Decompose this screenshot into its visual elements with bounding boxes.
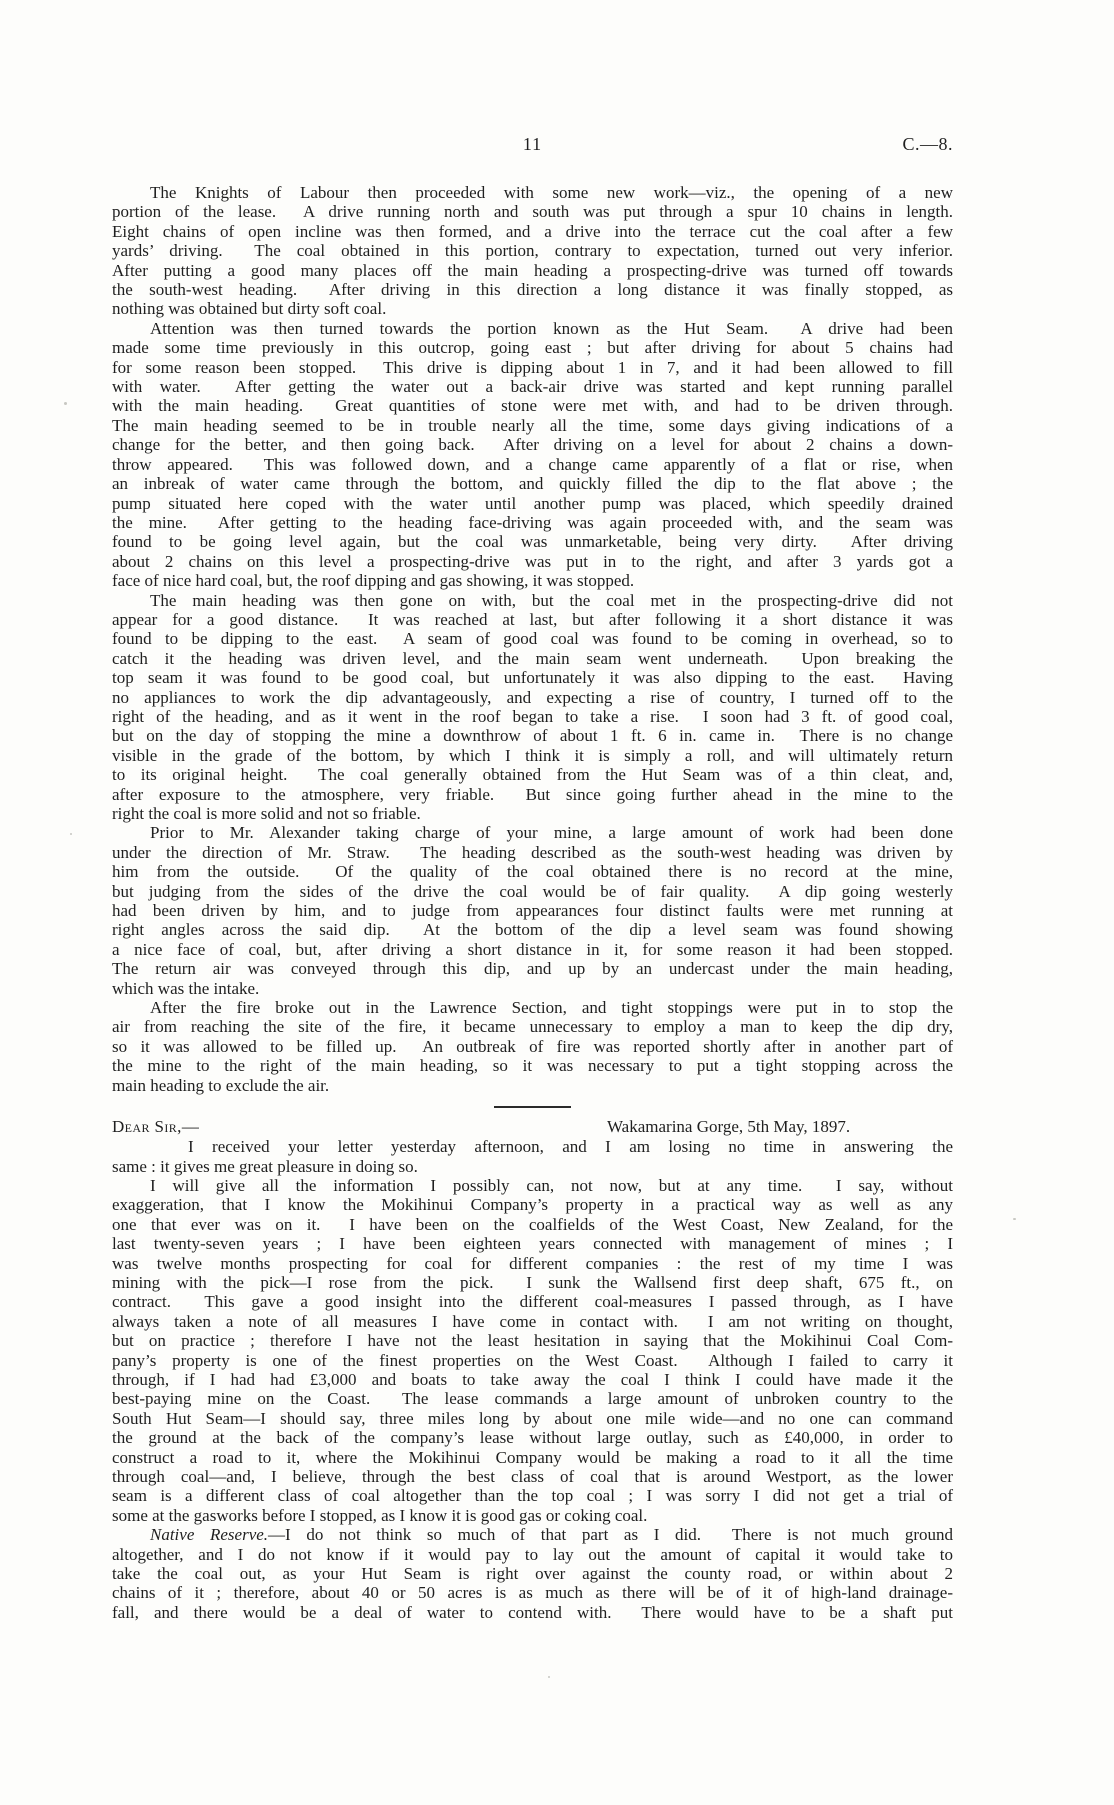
text-line: last twenty-seven years ; I have been eighteen years connected with management of mines ; I [112, 1234, 953, 1254]
scan-speckle [70, 833, 72, 835]
text-line: after exposure to the atmosphere, very friable. But since going further ahead in the mine to the [112, 784, 953, 804]
text-line: The Knights of Labour then proceeded with some new work—viz., the opening of a new [150, 183, 953, 202]
letter-native-reserve [112, 1525, 953, 1622]
text-line: mining with the pick—I rose from the pick. I sunk the Wallsend first deep shaft, 675 ft., on [112, 1272, 953, 1292]
text-line: take the coal out, as your Hut Seam is right over against the county road, or within about 2 [112, 1564, 953, 1584]
text-line: nothing was obtained but dirty soft coal. [112, 299, 387, 319]
text-line: After putting a good many places off the main heading a prospecting-drive was turned off towards [112, 260, 953, 280]
text-line: found to be going level again, but the coal was unmarketable, being very dirty. After driving [112, 532, 953, 552]
text-line: about 2 chains on this level a prospecting-drive was put in to the right, and after 3 yards got a [112, 551, 953, 571]
text-line: same : it gives me great pleasure in doing so. [112, 1156, 418, 1176]
text-line: change for the better, and then going back. After driving on a level for about 2 chains a down- [112, 435, 953, 455]
text-line: through, if I had had £3,000 and boats to take away the coal I think I could have made it the [112, 1369, 953, 1389]
scan-speckle [548, 1676, 550, 1678]
text-line: visible in the grade of the bottom, by which I think it is simply a roll, and will ultimately return [112, 745, 953, 765]
report-paragraph [112, 319, 953, 591]
text-line: The main heading was then gone on with, but the coal met in the prospecting-drive did not [150, 590, 953, 610]
text-line: the mine. After getting to the heading face-driving was again proceeded with, and the seam was [112, 512, 953, 532]
text-line: had been driven by him, and to judge from appearances four distinct faults were met running at [112, 901, 953, 921]
text-line: portion of the lease. A drive running north and south was put through a spur 10 chains in length. [112, 202, 953, 222]
text-line: an inbreak of water came through the bottom, and quickly filled the dip to the flat above ; the [112, 474, 953, 494]
report-paragraph [112, 998, 953, 1095]
text-line: yards’ driving. The coal obtained in this portion, contrary to expectation, turned out very inferior. [112, 241, 953, 261]
report-paragraph [112, 823, 953, 998]
text-line: best-paying mine on the Coast. The lease commands a large amount of unbroken country to the [112, 1389, 953, 1409]
text-line: construct a road to it, where the Mokihinui Company would be making a road to it all the time [112, 1447, 953, 1467]
text-line: right the coal is more solid and not so friable. [112, 804, 421, 823]
text-line: Attention was then turned towards the portion known as the Hut Seam. A drive had been [150, 318, 953, 338]
text-line: exaggeration, that I know the Mokihinui Company’s property in a practical way as well as any [112, 1195, 953, 1215]
text-line: throw appeared. This was followed down, and a change came apparently of a flat or rise, when [112, 454, 953, 474]
section-divider [494, 1106, 571, 1108]
text-line: fall, and there would be a deal of water to contend with. There would have to be a shaft put [112, 1602, 953, 1622]
text-line: found to be dipping to the east. A seam of good coal was found to be coming in overhead, so to [112, 629, 953, 649]
text-line: no appliances to work the dip advantageously, and expecting a rise of country, I turned off to the [112, 687, 953, 707]
text-line: but judging from the sides of the drive the coal would be of fair quality. A dip going westerly [112, 881, 953, 901]
text-line: face of nice hard coal, but, the roof dipping and gas showing, it was stopped. [112, 571, 635, 591]
text-line: for some reason been stopped. This drive is dipping about 1 in 7, and it had been allowed to fill [112, 357, 953, 377]
text-line: always taken a note of all measures I have come in contact with. I am not writing on thought, [112, 1311, 953, 1331]
text-line: with water. After getting the water out a back-air drive was started and kept running parallel [112, 377, 953, 397]
letter-paragraph [112, 1176, 953, 1525]
text-line: pump situated here coped with the water until another pump was placed, which speedily drained [112, 493, 953, 513]
document-reference: C.—8. [902, 134, 953, 154]
page-header [112, 133, 953, 157]
native-reserve-title: Native Reserve. [150, 1525, 269, 1545]
text-line: him from the outside. Of the quality of the coal obtained there is no record at the mine, [112, 862, 953, 882]
text-line: made some time previously in this outcrop, going east ; but after driving for about 5 chains had [112, 338, 953, 358]
text-line: under the direction of Mr. Straw. The heading described as the south-west heading was driven by [112, 842, 953, 862]
native-reserve-rest: —I do not think so much of that part as I did. There is not much ground [268, 1525, 953, 1545]
text-line: right of the heading, and as it went in the roof began to take a rise. I soon had 3 ft. of good coal, [112, 706, 953, 726]
report-paragraph [112, 591, 953, 824]
text-line: After the fire broke out in the Lawrence Section, and tight stoppings were put in to stop the [150, 998, 953, 1018]
letter-salutation: Dear Sir,— [112, 1117, 200, 1137]
text-line: the ground at the back of the company’s lease without large outlay, such as £40,000, in order to [112, 1428, 953, 1448]
text-line: a nice face of coal, but, after driving a short distance in it, for some reason it had been stopped. [112, 939, 953, 959]
scan-speckle [1013, 1218, 1016, 1220]
native-reserve-continuation [112, 1545, 953, 1623]
text-line: The return air was conveyed through this dip, and up by an undercast under the main heading, [112, 959, 953, 979]
text-line: but on practice ; therefore I have not the least hesitation in saying that the Mokihinui Coal Com- [112, 1331, 953, 1351]
text-line: I will give all the information I possibly can, not now, but at any time. I say, without [150, 1175, 953, 1195]
text-line: through coal—and, I believe, through the best class of coal that is around Westport, as the lower [112, 1467, 953, 1486]
letter-opening [112, 1137, 953, 1176]
text-line: Prior to Mr. Alexander taking charge of your mine, a large amount of work had been done [150, 823, 953, 843]
text-line: but on the day of stopping the mine a downthrow of about 1 ft. 6 in. came in. There is no change [112, 726, 953, 746]
text-line: so it was allowed to be filled up. An outbreak of fire was reported shortly after in another part of [112, 1036, 953, 1056]
text-line: the south-west heading. After driving in this direction a long distance it was finally stopped, as [112, 280, 953, 300]
text-line: main heading to exclude the air. [112, 1075, 330, 1095]
text-line: air from reaching the site of the fire, it became unnecessary to employ a man to keep the dip dry, [112, 1017, 953, 1037]
text-line: which was the intake. [112, 978, 260, 998]
text-line: altogether, and I do not know if it would pay to lay out the amount of capital it would take to [112, 1544, 953, 1564]
text-line: appear for a good distance. It was reached at last, but after following it a short distance it was [112, 609, 953, 629]
text-line: South Hut Seam—I should say, three miles long by about one mile wide—and no one can command [112, 1408, 953, 1428]
text-line: the mine to the right of the main heading, so it was necessary to put a tight stopping across the [112, 1056, 953, 1076]
text-line: contract. This gave a good insight into the different coal-measures I passed through, as I have [112, 1292, 953, 1312]
scan-speckle [64, 402, 67, 405]
text-line: some at the gasworks before I stopped, as I know it is good gas or coking coal. [112, 1505, 648, 1525]
page-number: 11 [522, 134, 543, 154]
text-line: was twelve months prospecting for coal for different companies : the rest of my time I was [112, 1253, 953, 1273]
text-line: The main heading seemed to be in trouble nearly all the time, some days giving indications of a [112, 415, 953, 435]
text-line: right angles across the said dip. At the bottom of the dip a level seam was found showing [112, 920, 953, 940]
text-line: pany’s property is one of the finest properties on the West Coast. Although I failed to carry it [112, 1350, 953, 1370]
text-line: catch it the heading was driven level, and the main seam went underneath. Upon breaking the [112, 648, 953, 668]
text-line: to its original height. The coal generally obtained from the Hut Seam was of a thin cleat, and, [112, 765, 953, 785]
letter-heading [112, 1117, 953, 1137]
text-line: top seam it was found to be good coal, but unfortunately it was also dipping to the east. Having [112, 668, 953, 688]
page-content [112, 183, 953, 1622]
text-line [112, 1525, 953, 1544]
text-line: seam is a different class of coal altogether than the top coal ; I was sorry I did not get a trial of [112, 1486, 953, 1506]
report-paragraph [112, 183, 953, 319]
text-line: with the main heading. Great quantities of stone were met with, and had to be driven through. [112, 396, 953, 416]
text-line: chains of it ; therefore, about 40 or 50 acres is as much as there will be of it of high-land drainage- [112, 1583, 953, 1603]
letter-dateline: Wakamarina Gorge, 5th May, 1897. [607, 1117, 851, 1137]
text-line: Eight chains of open incline was then formed, and a drive into the terrace cut the coal after a few [112, 221, 953, 241]
text-line: I received your letter yesterday afternoon, and I am losing no time in answering the [188, 1137, 953, 1157]
text-line: one that ever was on it. I have been on the coalfields of the West Coast, New Zealand, for the [112, 1214, 953, 1234]
